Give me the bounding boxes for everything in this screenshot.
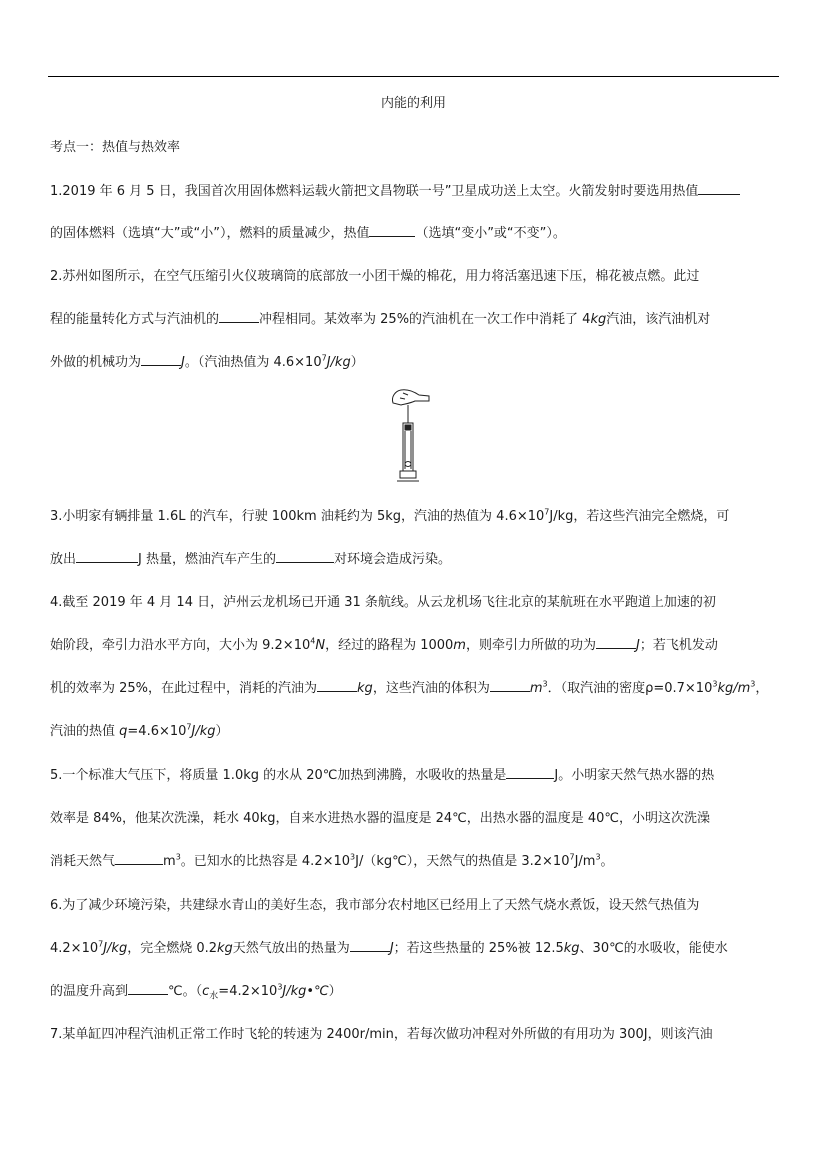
answer-blank[interactable] [317,679,357,692]
question-4-line-4: 汽油的热值 $q=4.6\times 10^7J/kg$） [50,722,229,739]
answer-blank[interactable] [141,353,181,366]
question-6-line-2: $4.2\times 10^7J/kg$，完全燃烧 0.2kg天然气放出的热量为 J；若这些热量的 25%被 12.5kg、30℃的水吸收，能使水 [50,939,728,956]
answer-blank[interactable] [115,852,163,865]
question-1-line-2: 的固体燃料（选填“大”或“小”），燃料的质量减少，热值 （选填“变小”或“不变”）。 [50,226,566,241]
question-4-line-1: 4.截至 2019 年 4 月 14 日，泸州云龙机场已开通 31 条航线。从云龙机场飞往北京的某航班在水平跑道上加速的初 [50,595,716,610]
answer-blank[interactable] [128,982,168,995]
answer-blank[interactable] [506,766,554,779]
answer-blank[interactable] [698,182,740,195]
question-7-line-1: 7.某单缸四冲程汽油机正常工作时飞轮的转速为 2400r/min，若每次做功冲程对外所做的有用功为 300J，则该汽油 [50,1027,713,1042]
section-heading: 考点一：热值与热效率 [50,140,181,155]
answer-blank[interactable] [219,310,259,323]
answer-blank[interactable] [596,636,636,649]
question-4-line-2: 始阶段，牵引力沿水平方向，大小为 $9.2\times 10^4N$，经过的路程为 1000m，则牵引力所做的功为 J；若飞机发动 [50,636,718,653]
question-5-line-1: 5.一个标准大气压下，将质量 1.0kg 的水从 20℃加热到沸腾，水吸收的热量是 J。小明家天然气热水器的热 [50,768,715,783]
answer-blank[interactable] [76,550,138,563]
question-2-line-2: 程的能量转化方式与汽油机的 冲程相同。某效率为 25%的汽油机在一次工作中消耗了 4kg汽油，该汽油机对 [50,312,711,327]
answer-blank[interactable] [350,939,390,952]
question-1-line-1: 1.2019 年 6 月 5 日，我国首次用固体燃料运载火箭把文昌物联一号”卫星成功送上太空。火箭发射时要选用热值 [50,180,740,199]
answer-blank[interactable] [276,550,334,563]
page-title: 内能的利用 [380,96,446,111]
question-6-line-3: 的温度升高到 ℃。$(c_水=4.2\times 10^3J/kg•℃)$ [50,982,342,1002]
question-2-line-1: 2.苏州如图所示，在空气压缩引火仪玻璃筒的底部放一小团干燥的棉花，用力将活塞迅速下压，棉花被点燃。此过 [50,269,700,284]
question-5-line-3: 消耗天然气 $m^3$。已知水的比热容是 $4.2\times 10^3J/(kg℃)$，天然气的热值是 $3.2\times 10^7J/m^3$。 [50,852,614,869]
question-3-line-1: 3.小明家有辆排量 1.6L 的汽车，行驶 100km 油耗约为 5kg，汽油的热值为 $4.6\times 10^7J/kg$，若这些汽油完全燃烧，可 [50,507,730,524]
answer-blank[interactable] [490,679,530,692]
compression-ignition-figure [385,387,431,483]
header-rule [48,76,779,77]
question-6-line-1: 6.为了减少环境污染，共建绿水青山的美好生态，我市部分农村地区已经用上了天然气烧水煮饭，设天然气热值为 [50,898,700,913]
answer-blank[interactable] [369,224,415,237]
question-4-line-3: 机的效率为 25%，在此过程中，消耗的汽油为 kg，这些汽油的体积为 $m^3$．（取汽油的密度$\rho=0.7\times 10^3kg/m^3$， [50,679,769,696]
question-3-line-2: 放出 J 热量，燃油汽车产生的 对环境会造成污染。 [50,552,451,567]
question-2-line-3: 外做的机械功为 J。（汽油热值为 $4.6\times 10^7J/kg$） [50,353,364,370]
question-5-line-2: 效率是 84%，他某次洗澡，耗水 40kg，自来水进热水器的温度是 24℃，出热水器的温度是 40℃，小明这次洗澡 [50,811,711,826]
